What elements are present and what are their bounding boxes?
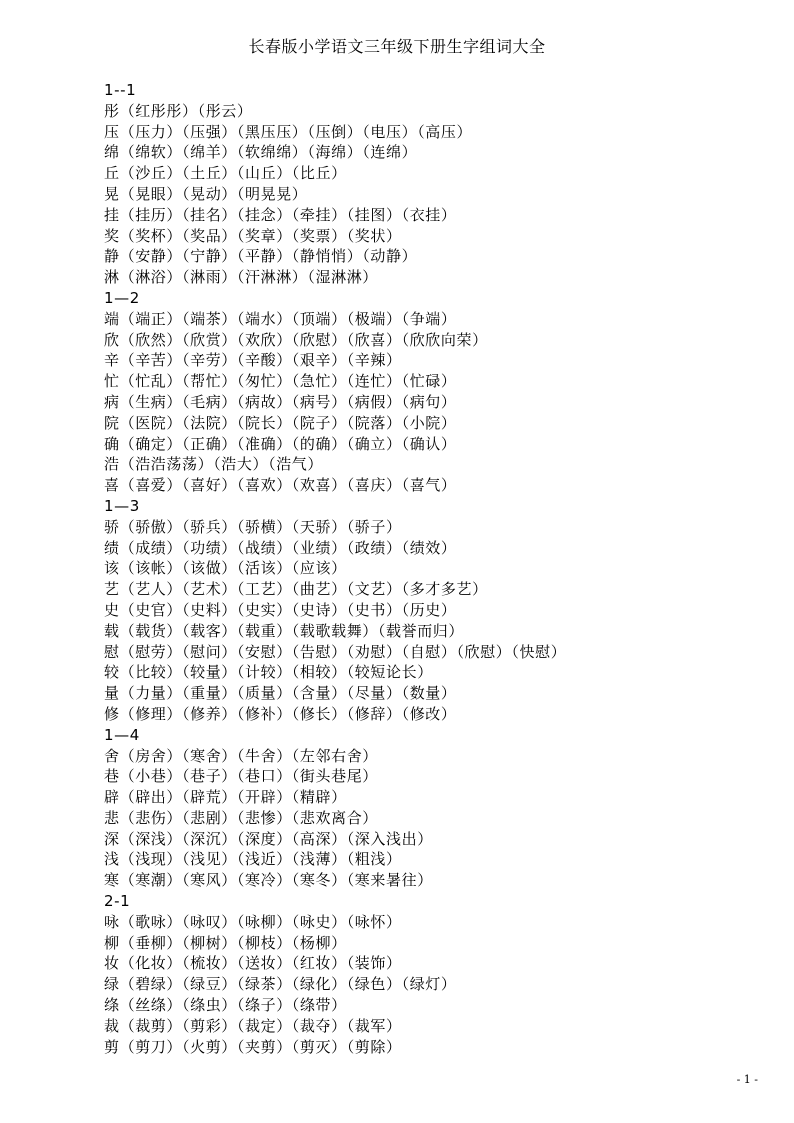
word-entry: 舍（房舍）（寒舍）（牛舍）（左邻右舍） [104, 746, 378, 765]
word-entry: 绵（绵软）（绵羊）（软绵绵）（海绵）（连绵） [104, 143, 418, 162]
word-entry: 端（端正）（端茶）（端水）（顶端）（极端）（争端） [104, 309, 457, 328]
word-entry: 丘（沙丘）（土丘）（山丘）（比丘） [104, 164, 347, 183]
word-entry: 辛（辛苦）（辛劳）（辛酸）（艰辛）（辛辣） [104, 351, 402, 370]
word-entry: 病（生病）（毛病）（病故）（病号）（病假）（病句） [104, 392, 457, 411]
word-entry: 剪（剪刀）（火剪）（夹剪）（剪灭）（剪除） [104, 1037, 402, 1056]
word-entry: 奖（奖杯）（奖品）（奖章）（奖票）（奖状） [104, 226, 402, 245]
word-entry: 该（该帐）（该做）（活该）（应该） [104, 559, 347, 578]
document-title: 长春版小学语文三年级下册生字组词大全 [248, 37, 546, 56]
word-entry: 量（力量）（重量）（质量）（含量）（尽量）（数量） [104, 684, 457, 703]
word-entry: 彤（红彤彤）（彤云） [104, 101, 253, 120]
word-entry: 深（深浅）（深沉）（深度）（高深）（深入浅出） [104, 829, 433, 848]
word-entry: 喜（喜爱）（喜好）（喜欢）（欢喜）（喜庆）（喜气） [104, 476, 457, 495]
word-entry: 压（压力）（压强）（黑压压）（压倒）（电压）（高压） [104, 122, 473, 141]
word-entry: 淋（淋浴）（淋雨）（汗淋淋）（湿淋淋） [104, 268, 378, 287]
word-entry: 艺（艺人）（艺术）（工艺）（曲艺）（文艺）（多才多艺） [104, 580, 488, 599]
word-entry: 骄（骄傲）（骄兵）（骄横）（天骄）（骄子） [104, 517, 402, 536]
section-heading: 1—2 [104, 288, 140, 307]
word-entry: 绿（碧绿）（绿豆）（绿茶）（绿化）（绿色）（绿灯） [104, 975, 457, 994]
word-entry: 院（医院）（法院）（院长）（院子）（院落）（小院） [104, 413, 457, 432]
word-entry: 咏（歌咏）（咏叹）（咏柳）（咏史）（咏怀） [104, 912, 402, 931]
word-entry: 确（确定）（正确）（准确）（的确）（确立）（确认） [104, 434, 457, 453]
word-entry: 欣（欣然）（欣赏）（欢欣）（欣慰）（欣喜）（欣欣向荣） [104, 330, 488, 349]
page-number: - 1 - [736, 1073, 758, 1086]
word-entry: 忙（忙乱）（帮忙）（匆忙）（急忙）（连忙）（忙碌） [104, 372, 457, 391]
word-entry: 静（安静）（宁静）（平静）（静悄悄）（动静） [104, 247, 418, 266]
word-entry: 裁（裁剪）（剪彩）（裁定）（裁夺）（裁军） [104, 1016, 402, 1035]
word-entry: 寒（寒潮）（寒风）（寒冷）（寒冬）（寒来暑往） [104, 871, 433, 890]
section-heading: 1—4 [104, 725, 140, 744]
word-entry: 较（比较）（较量）（计较）（相较）（较短论长） [104, 663, 433, 682]
word-entry: 辟（辟出）（辟荒）（开辟）（精辟） [104, 788, 347, 807]
word-entry: 绩（成绩）（功绩）（战绩）（业绩）（政绩）（绩效） [104, 538, 457, 557]
word-entry: 晃（晃眼）（晃动）（明晃晃） [104, 184, 308, 203]
word-entry: 修（修理）（修养）（修补）（修长）（修辞）（修改） [104, 704, 457, 723]
word-entry: 妆（化妆）（梳妆）（送妆）（红妆）（装饰） [104, 954, 402, 973]
word-list [104, 80, 764, 1057]
word-entry: 载（载货）（载客）（载重）（载歌载舞）（载誉而归） [104, 621, 465, 640]
section-heading: 2-1 [104, 892, 131, 911]
word-entry: 巷（小巷）（巷子）（巷口）（街头巷尾） [104, 767, 378, 786]
word-entry: 浅（浅现）（浅见）（浅近）（浅薄）（粗浅） [104, 850, 402, 869]
section-heading: 1--1 [104, 81, 137, 99]
word-entry: 挂（挂历）（挂名）（挂念）（牵挂）（挂图）（衣挂） [104, 205, 457, 224]
word-entry: 慰（慰劳）（慰问）（安慰）（告慰）（劝慰）（自慰）（欣慰）（快慰） [104, 642, 567, 661]
word-entry: 史（史官）（史料）（史实）（史诗）（史书）（历史） [104, 600, 457, 619]
word-entry: 柳（垂柳）（柳树）（柳枝）（杨柳） [104, 933, 347, 952]
section-heading: 1—3 [104, 496, 140, 515]
word-entry: 浩（浩浩荡荡）（浩大）（浩气） [104, 455, 324, 474]
word-entry: 悲（悲伤）（悲剧）（悲惨）（悲欢离合） [104, 808, 378, 827]
word-entry: 绦（丝绦）（绦虫）（绦子）（绦带） [104, 996, 347, 1015]
